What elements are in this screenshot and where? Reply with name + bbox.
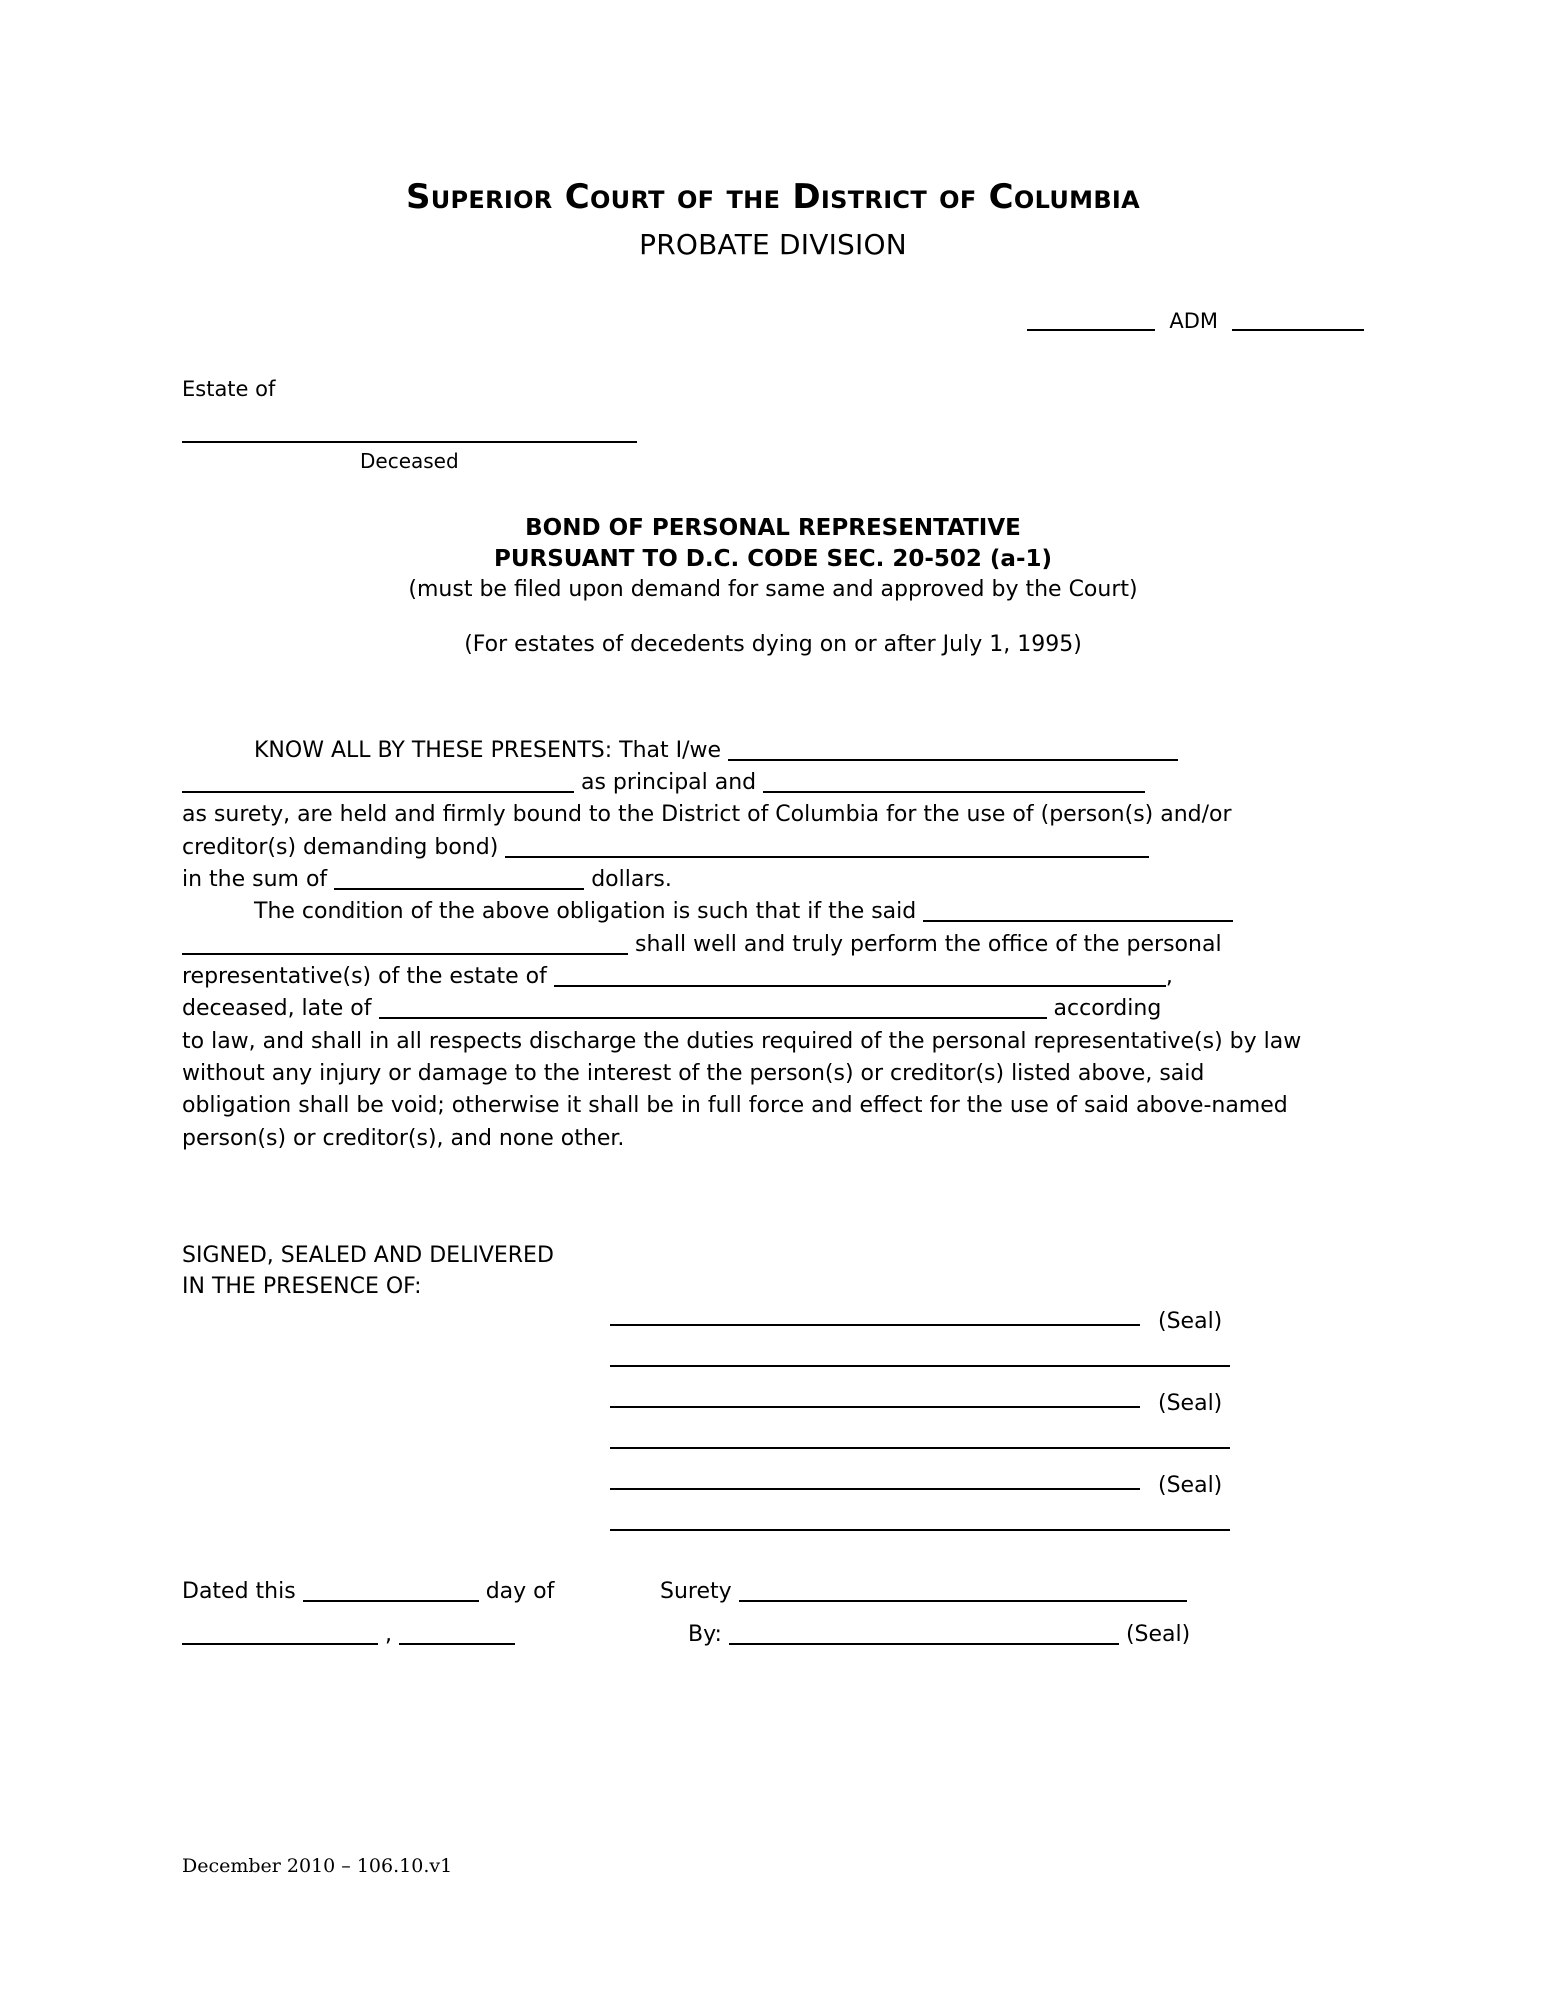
dated-row-1 [182, 1571, 602, 1614]
surety-row [660, 1571, 1190, 1614]
signature-field-6[interactable] [610, 1529, 1230, 1531]
signature-row-1 [610, 1285, 1364, 1335]
signature-row-3 [610, 1367, 1364, 1417]
form-note: (For estates of decedents dying on or after July 1, 1995) [464, 631, 1082, 657]
case-number-prefix-field[interactable] [1027, 329, 1155, 331]
as-principal-text: as principal and [581, 770, 757, 796]
surety-name-signature-field[interactable] [739, 1600, 1187, 1602]
deceased-late-of-text: deceased, late of [182, 996, 372, 1022]
body-line-10 [182, 1026, 1364, 1058]
principal-name-field-a[interactable] [728, 759, 1178, 761]
surety-by-row [660, 1614, 1190, 1657]
signature-section [182, 1241, 1364, 1541]
body-line-9 [182, 993, 1364, 1025]
estate-trailing-comma: , [1165, 964, 1173, 990]
form-subtitle: (must be filed upon demand for same and approved by the Court) [408, 576, 1138, 602]
body-line-12 [182, 1090, 1364, 1122]
signature-lines [610, 1285, 1364, 1531]
surety-name-field[interactable] [763, 791, 1145, 793]
dollars-text: dollars. [591, 867, 672, 893]
according-text: according [1053, 996, 1162, 1022]
obligation-void-text: obligation shall be void; otherwise it shall be in full force and effect for the use of said above-named [182, 1093, 1288, 1119]
dated-comma: , [385, 1621, 392, 1647]
seal-label-2: (Seal) [1158, 1391, 1223, 1417]
by-label: By: [688, 1621, 722, 1647]
said-person-field-a[interactable] [923, 920, 1233, 922]
dated-row-2 [182, 1614, 602, 1657]
dated-this-label: Dated this [182, 1579, 296, 1605]
condition-text: The condition of the above obligation is such that if the said [254, 899, 917, 925]
case-number-suffix-field[interactable] [1232, 329, 1364, 331]
body-line-2 [182, 767, 1364, 799]
decedent-name-field[interactable] [182, 441, 637, 443]
principal-name-field-b[interactable] [182, 791, 574, 793]
case-number-row [182, 309, 1364, 333]
body-line-8 [182, 961, 1364, 993]
to-law-text: to law, and shall in all respects discharge the duties required of the personal representative(s) by law [182, 1028, 1302, 1054]
adm-label: ADM [1169, 308, 1218, 333]
revision-footer: December 2010 – 106.10.v1 [182, 1855, 453, 1877]
creditor-demanding-text: creditor(s) demanding bond) [182, 834, 499, 860]
signature-row-6 [610, 1490, 1364, 1531]
dated-day-field[interactable] [303, 1600, 479, 1602]
bond-amount-field[interactable] [334, 888, 584, 890]
dated-year-field[interactable] [399, 1643, 515, 1645]
body-line-11 [182, 1058, 1364, 1090]
division-title: PROBATE DIVISION [639, 227, 907, 261]
form-title [182, 513, 1364, 575]
in-the-sum-of-text: in the sum of [182, 867, 328, 893]
dated-surety-section [182, 1571, 1364, 1681]
seal-label-1: (Seal) [1158, 1309, 1223, 1335]
document-sheet [182, 0, 1364, 2000]
surety-agent-signature-field[interactable] [729, 1643, 1119, 1645]
body-line-4 [182, 832, 1364, 864]
body-line-1 [182, 735, 1364, 767]
said-person-field-b[interactable] [182, 953, 628, 955]
surety-label: Surety [660, 1579, 732, 1605]
none-other-text: person(s) or creditor(s), and none other. [182, 1125, 625, 1151]
signed-sealed-line2: IN THE PRESENCE OF: [182, 1273, 422, 1299]
estate-name-field[interactable] [554, 985, 1166, 987]
dated-month-field[interactable] [182, 1643, 378, 1645]
decedent-address-field[interactable] [379, 1017, 1047, 1019]
signature-row-4 [610, 1408, 1364, 1449]
bond-body [182, 735, 1364, 1155]
body-line-13 [182, 1123, 1364, 1155]
body-line-6 [182, 896, 1364, 928]
body-line-3 [182, 799, 1364, 831]
representative-estate-text: representative(s) of the estate of [182, 964, 547, 990]
signed-sealed-line1: SIGNED, SEALED AND DELIVERED [182, 1243, 554, 1269]
know-all-text: KNOW ALL BY THESE PRESENTS: That I/we [254, 737, 722, 763]
surety-column [660, 1571, 1190, 1657]
surety-seal-label: (Seal) [1125, 1621, 1191, 1647]
body-line-7 [182, 929, 1364, 961]
as-surety-text: as surety, are held and firmly bound to the District of Columbia for the use of (person(s) and/or [182, 802, 1232, 828]
shall-well-truly-text: shall well and truly perform the office of the personal [635, 931, 1222, 957]
body-line-5 [182, 864, 1364, 896]
court-title: Superior Court of the District of Columbia [405, 177, 1141, 217]
witness-block [182, 1241, 554, 1303]
form-title-line1: BOND OF PERSONAL REPRESENTATIVE [525, 514, 1021, 541]
signature-row-5 [610, 1449, 1364, 1499]
day-of-label: day of [485, 1579, 555, 1605]
without-injury-text: without any injury or damage to the interest of the person(s) or creditor(s) listed above, said [182, 1061, 1205, 1087]
creditor-name-field[interactable] [505, 856, 1149, 858]
estate-of-label: Estate of [182, 376, 276, 401]
seal-label-3: (Seal) [1158, 1473, 1223, 1499]
signature-row-2 [610, 1326, 1364, 1367]
dated-column [182, 1571, 602, 1657]
deceased-caption: Deceased [360, 448, 459, 473]
form-title-line2: PURSUANT TO D.C. CODE SEC. 20-502 (a-1) [493, 545, 1053, 572]
